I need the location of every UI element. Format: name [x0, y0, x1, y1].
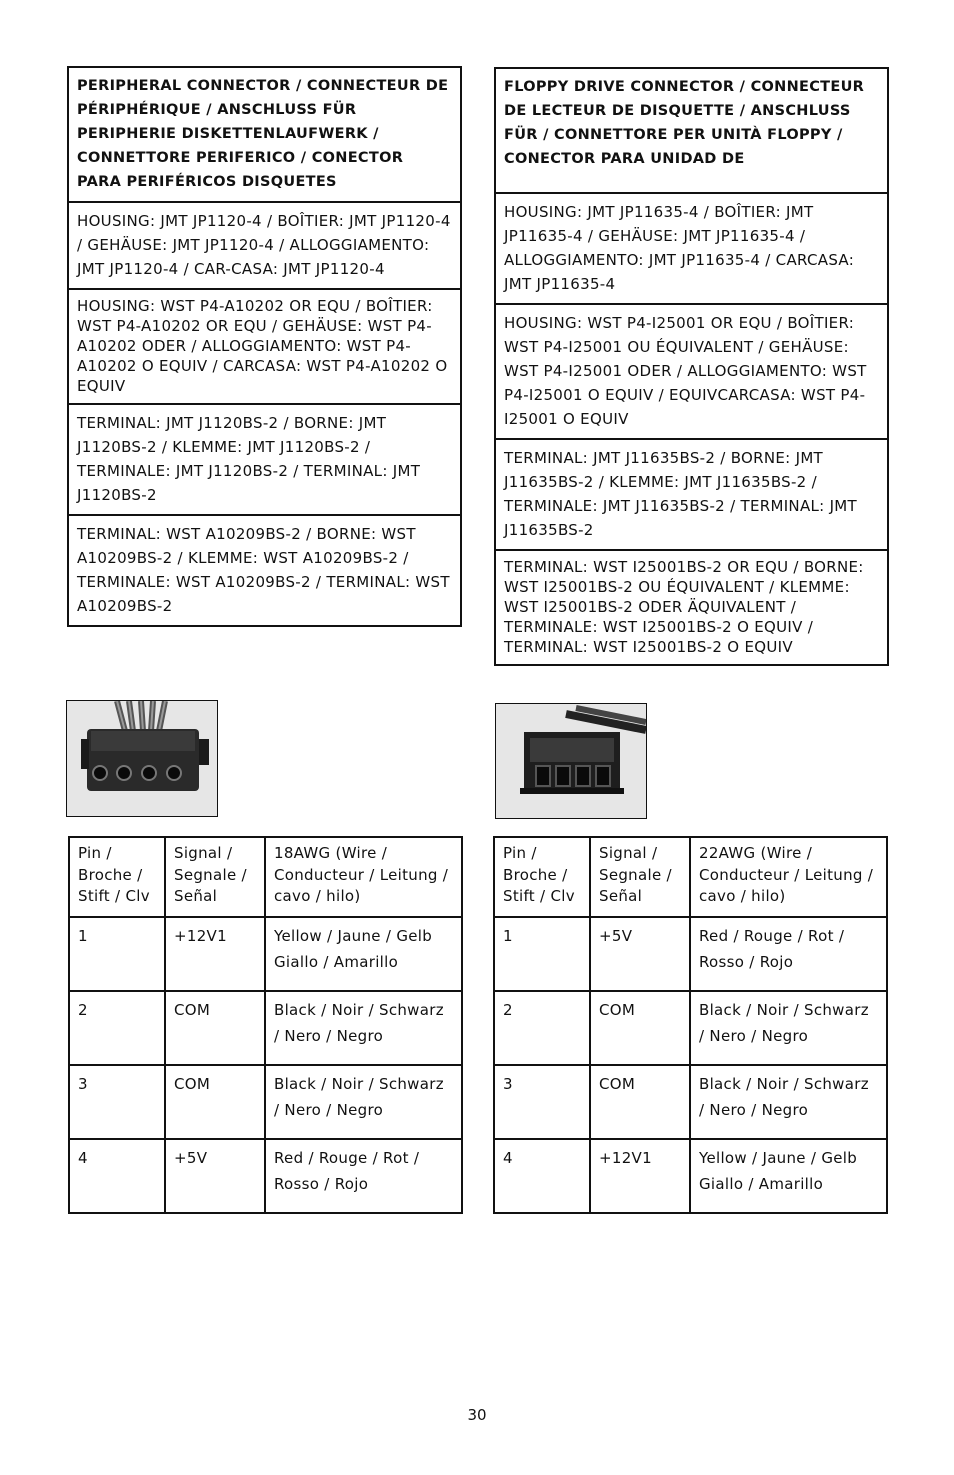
signal-column-header: Signal / Segnale / Señal — [590, 837, 690, 917]
pin-number: 3 — [69, 1065, 165, 1139]
table-row — [69, 1065, 462, 1139]
pin-number: 4 — [494, 1139, 590, 1213]
pin-number: 1 — [494, 917, 590, 991]
pin-signal: +5V — [165, 1139, 265, 1213]
pin-wire: Black / Noir / Schwarz / Nero / Negro — [690, 1065, 887, 1139]
page-number: 30 — [467, 1406, 487, 1424]
table-row — [494, 917, 887, 991]
pin-number: 3 — [494, 1065, 590, 1139]
pin-wire: Yellow / Jaune / Gelb Giallo / Amarillo — [265, 917, 462, 991]
peripheral-pinout-table — [68, 836, 463, 1214]
pin-signal: +12V1 — [590, 1139, 690, 1213]
pin-number: 1 — [69, 917, 165, 991]
spec-row-housing-wst: HOUSING: WST P4-A10202 OR EQU / BOÎTIER: WST P4-A10202 OR EQU / GEHÄUSE: WST P4-A10202 ODER / ALLOGGIAMENTO: WST P4-A10202 O EQUIV / CARCASA: WST P4-A10202 O EQUIV — [68, 289, 461, 404]
spec-row-housing-jmt: HOUSING: JMT JP11635-4 / BOÎTIER: JMT JP11635-4 / GEHÄUSE: JMT JP11635-4 / ALLOGGIAMENTO: JMT JP11635-4 / CARCASA: JMT JP11635-4 — [495, 193, 888, 304]
floppy-connector-spec-table — [494, 67, 889, 666]
peripheral-connector-title: PERIPHERAL CONNECTOR / CONNECTEUR DE PÉRIPHÉRIQUE / ANSCHLUSS FÜR PERIPHERIE DISKETTENLAUFWERK / CONNETTORE PERIFERICO / CONECTOR PARA PERIFÉRICOS DISQUETES — [68, 67, 461, 202]
pin-column-header: Pin / Broche / Stift / Clv — [69, 837, 165, 917]
wire-column-header: 18AWG (Wire / Conducteur / Leitung / cavo / hilo) — [265, 837, 462, 917]
signal-column-header: Signal / Segnale / Señal — [165, 837, 265, 917]
pin-signal: +5V — [590, 917, 690, 991]
pin-number: 2 — [494, 991, 590, 1065]
floppy-pinout-table — [493, 836, 888, 1214]
pin-signal: COM — [165, 1065, 265, 1139]
peripheral-connector-photo — [66, 700, 218, 817]
table-row — [494, 991, 887, 1065]
floppy-connector-title: FLOPPY DRIVE CONNECTOR / CONNECTEUR DE LECTEUR DE DISQUETTE / ANSCHLUSS FÜR / CONNETTORE PER UNITÀ FLOPPY / CONECTOR PARA UNIDAD DE — [495, 68, 888, 193]
spec-row-terminal-jmt: TERMINAL: JMT J1120BS-2 / BORNE: JMT J1120BS-2 / KLEMME: JMT J1120BS-2 / TERMINALE: JMT J1120BS-2 / TERMINAL: JMT J1120BS-2 — [68, 404, 461, 515]
peripheral-connector-spec-table — [67, 66, 462, 627]
floppy-connector-icon — [496, 704, 646, 818]
pin-signal: COM — [590, 991, 690, 1065]
spec-row-housing-wst: HOUSING: WST P4-I25001 OR EQU / BOÎTIER: WST P4-I25001 OU ÉQUIVALENT / GEHÄUSE: WST P4-I25001 ODER / ALLOGGIAMENTO: WST P4-I25001 O EQUIV / EQUIVCARCASA: WST P4-I25001 O EQUIV — [495, 304, 888, 439]
pin-wire: Yellow / Jaune / Gelb Giallo / Amarillo — [690, 1139, 887, 1213]
spec-row-terminal-jmt: TERMINAL: JMT J11635BS-2 / BORNE: JMT J11635BS-2 / KLEMME: JMT J11635BS-2 / TERMINALE: JMT J11635BS-2 / TERMINAL: JMT J11635BS-2 — [495, 439, 888, 550]
pin-signal: +12V1 — [165, 917, 265, 991]
pin-number: 4 — [69, 1139, 165, 1213]
spec-row-terminal-wst: TERMINAL: WST I25001BS-2 OR EQU / BORNE: WST I25001BS-2 OU ÉQUIVALENT / KLEMME: WST I25001BS-2 ODER ÄQUIVALENT / TERMINALE: WST I25001BS-2 O EQUIV / TERMINAL: WST I25001BS-2 O EQUIV — [495, 550, 888, 665]
floppy-connector-photo — [495, 703, 647, 819]
pin-wire: Red / Rouge / Rot / Rosso / Rojo — [265, 1139, 462, 1213]
pin-signal: COM — [165, 991, 265, 1065]
table-row — [69, 1139, 462, 1213]
pin-signal: COM — [590, 1065, 690, 1139]
peripheral-connector-icon — [67, 701, 217, 816]
table-row — [494, 1065, 887, 1139]
table-row — [69, 991, 462, 1065]
pin-wire: Black / Noir / Schwarz / Nero / Negro — [265, 1065, 462, 1139]
pin-column-header: Pin / Broche / Stift / Clv — [494, 837, 590, 917]
table-row — [69, 917, 462, 991]
wire-column-header: 22AWG (Wire / Conducteur / Leitung / cavo / hilo) — [690, 837, 887, 917]
spec-row-housing-jmt: HOUSING: JMT JP1120-4 / BOÎTIER: JMT JP1120-4 / GEHÄUSE: JMT JP1120-4 / ALLOGGIAMENTO: JMT JP1120-4 / CAR-CASA: JMT JP1120-4 — [68, 202, 461, 289]
pin-wire: Black / Noir / Schwarz / Nero / Negro — [265, 991, 462, 1065]
pin-wire: Red / Rouge / Rot / Rosso / Rojo — [690, 917, 887, 991]
pin-wire: Black / Noir / Schwarz / Nero / Negro — [690, 991, 887, 1065]
spec-row-terminal-wst: TERMINAL: WST A10209BS-2 / BORNE: WST A10209BS-2 / KLEMME: WST A10209BS-2 / TERMINALE: WST A10209BS-2 / TERMINAL: WST A10209BS-2 — [68, 515, 461, 626]
table-row — [494, 1139, 887, 1213]
pin-number: 2 — [69, 991, 165, 1065]
